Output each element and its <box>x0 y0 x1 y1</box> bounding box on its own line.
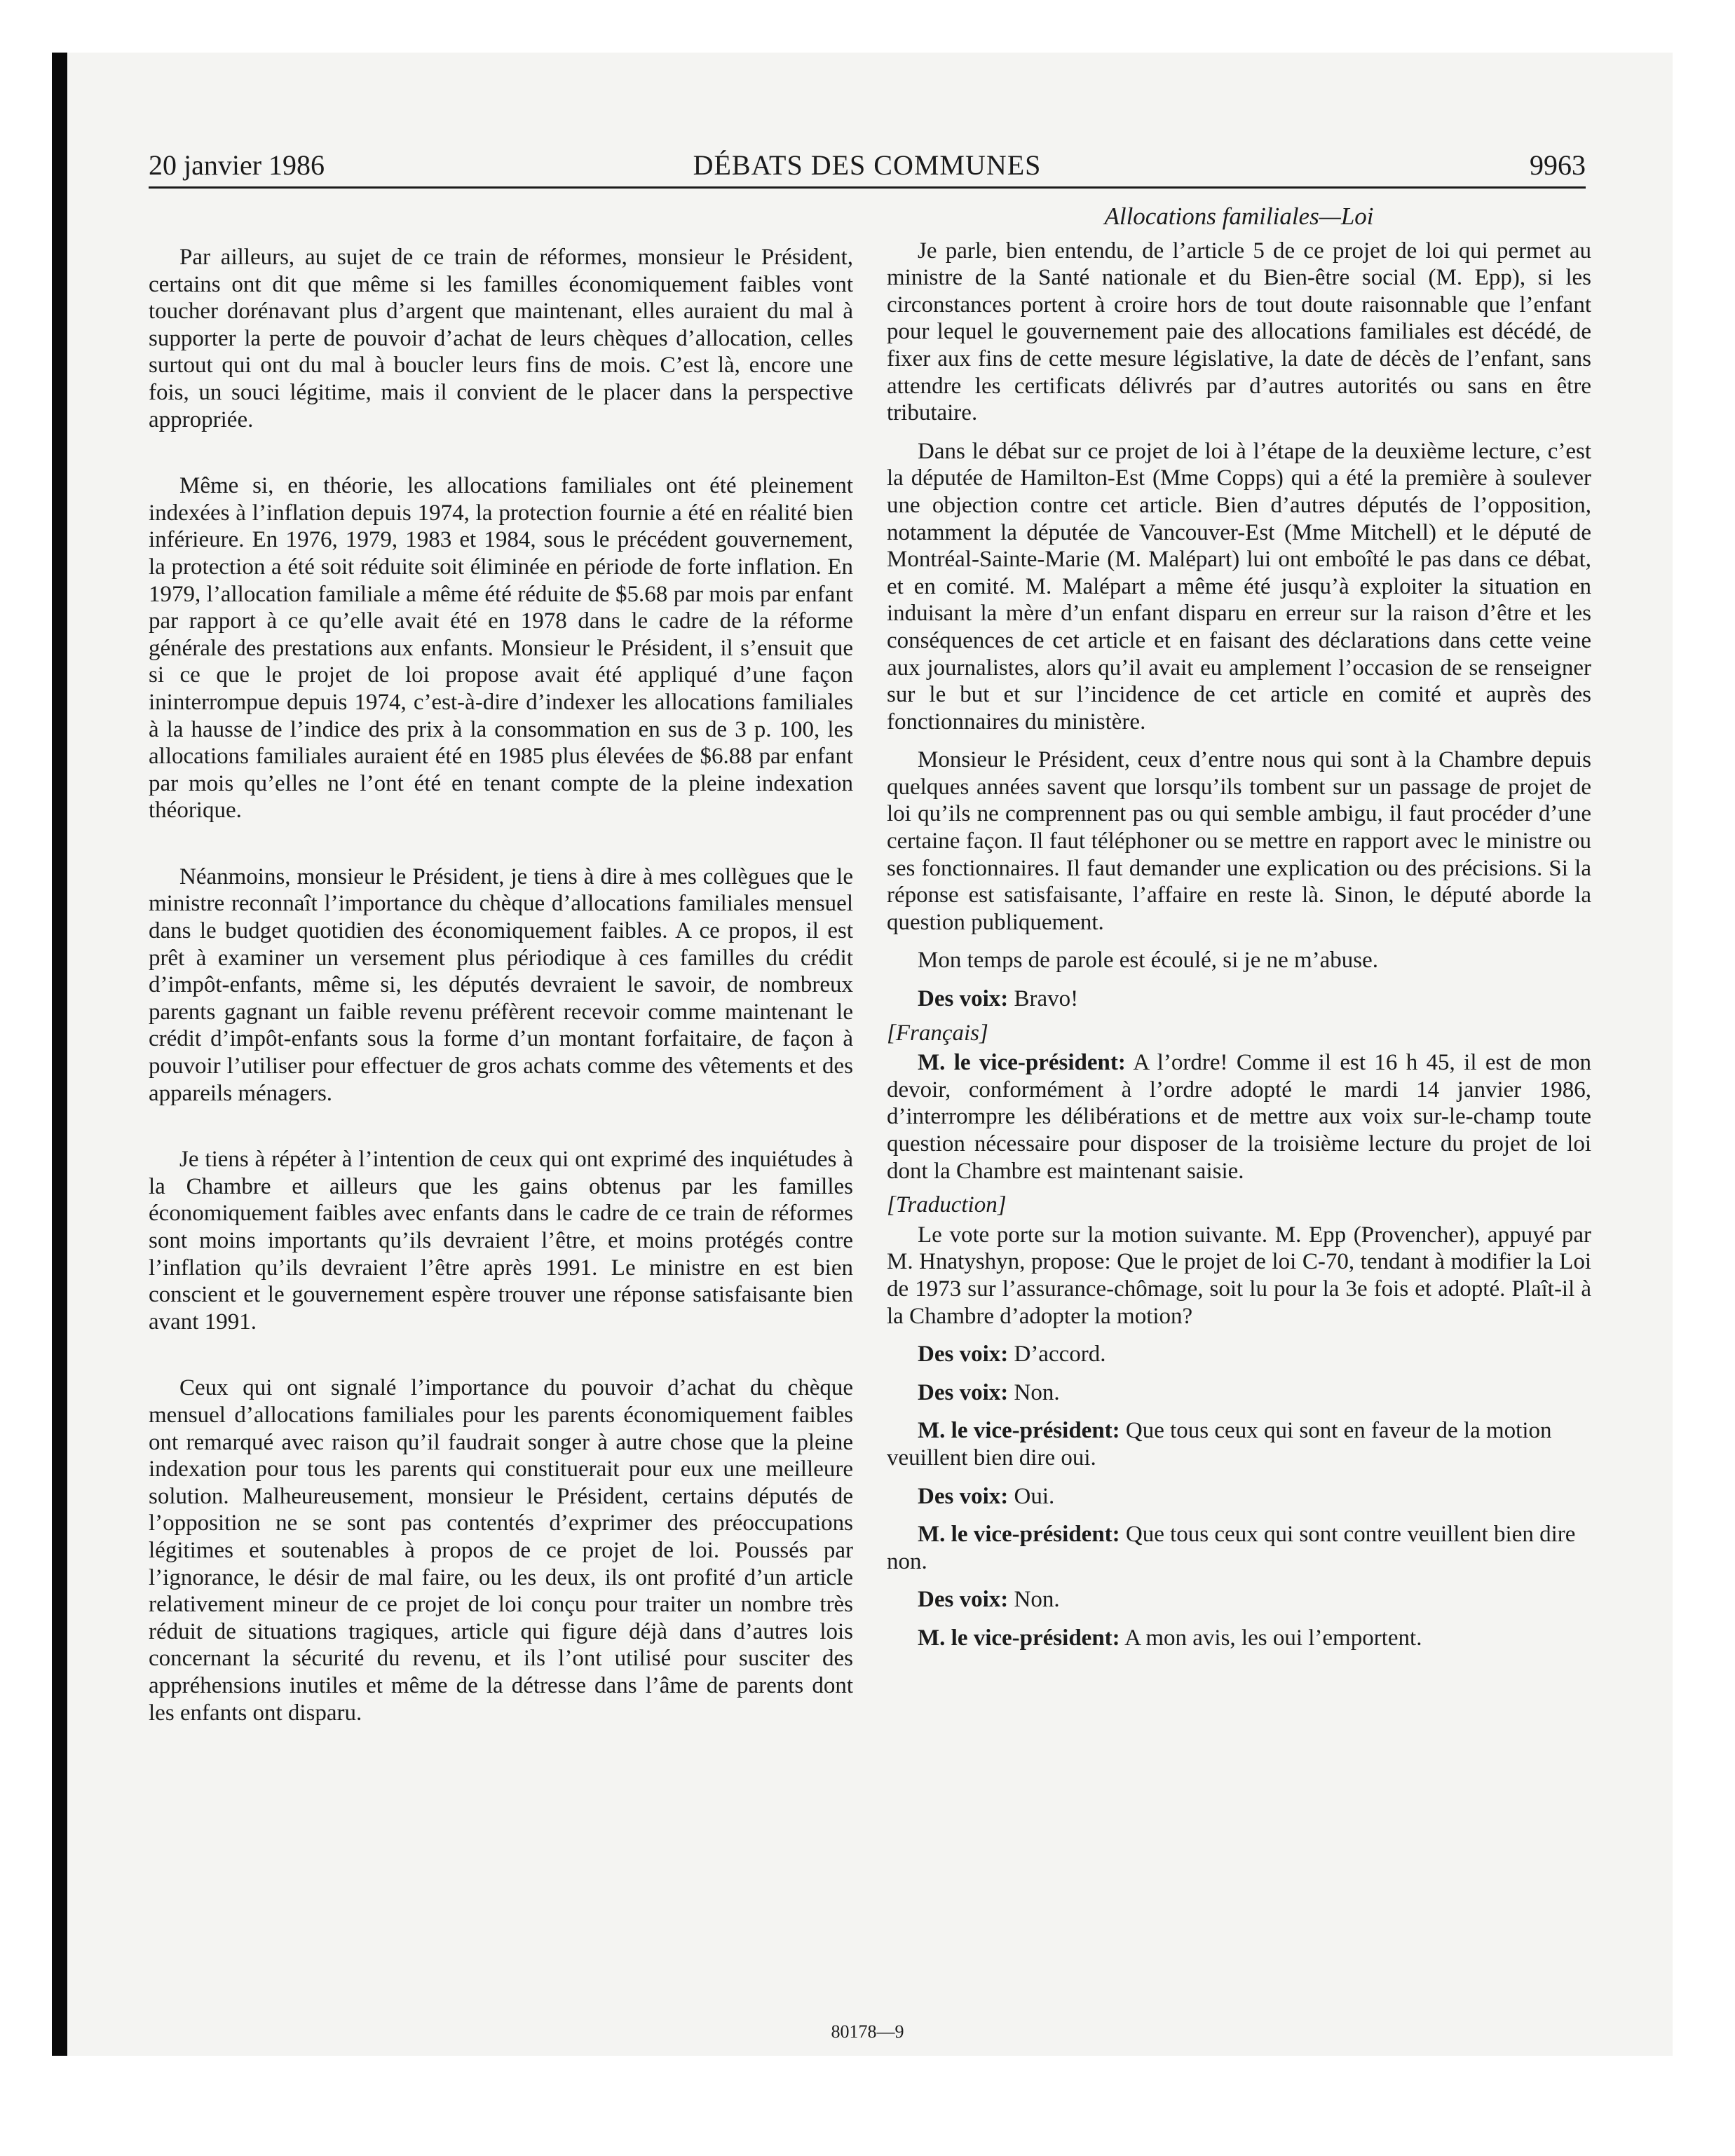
scan-edge <box>52 53 67 2056</box>
speaker-line-voices-1 <box>887 985 1591 1013</box>
speech-text: A mon avis, les oui l’emportent. <box>1124 1625 1422 1651</box>
language-marker-translation: [Traduction] <box>887 1192 1007 1218</box>
speaker-line-voices-4 <box>887 1483 1591 1510</box>
speaker-line-vp-1 <box>887 1049 1591 1185</box>
speech-text: Non. <box>1014 1587 1060 1613</box>
speaker-label: M. le vice-président: <box>918 1050 1126 1076</box>
header-page-number: 9963 <box>1530 149 1586 181</box>
left-paragraph-1: Par ailleurs, au sujet de ce train de réformes, monsieur le Président, certains ont dit que même si les familles économiquement faibles vont toucher dorénavant plus d’argent que maintenant, elles auraient du mal à supporter la perte de pouvoir d’achat de leurs chèques d’allocation, celles surtout qui ont du mal à boucler leurs fins de mois. C’est là, encore une fois, un souci légitime, mais il convient de le placer dans la perspective appropriée. <box>149 245 853 432</box>
right-paragraph-2: Dans le débat sur ce projet de loi à l’étape de la deuxième lecture, c’est la députée de Hamilton-Est (Mme Copps) qui a été la première à soulever une objection contre cet article. Bien d’autres députés de l’opposition, notamment la députée de Vancouver-Est (Mme Mitchell) et le député de Montréal-Sainte-Marie (M. Malépart) lui ont emboîté le pas dans ce débat, et en comité. M. Malépart a même été jusqu’à exploiter la situation en induisant la mère d’un enfant disparu en erreur sur la raison d’être et les conséquences de cet article et en faisant des déclarations dans cette veine aux journalistes, alors qu’il avait eu amplement l’occasion de se renseigner sur le but et sur l’incidence de cet article en comité et auprès des fonctionnaires du ministère. <box>887 438 1591 735</box>
speaker-label: M. le vice-président: <box>918 1418 1120 1444</box>
right-paragraph-4: Mon temps de parole est écoulé, si je ne m’abuse. <box>918 948 1379 974</box>
header-title: DÉBATS DES COMMUNES <box>693 149 1042 181</box>
speech-text: D’accord. <box>1014 1342 1106 1367</box>
page-header <box>149 147 1586 189</box>
left-paragraph-3: Néanmoins, monsieur le Président, je tiens à dire à mes collègues que le ministre reconnaît l’importance du chèque d’allocations familiales mensuel dans le budget quotidien des économiquement faibles. A ce propos, il est prêt à examiner un versement plus périodique à ces familles du crédit d’impôt-enfants, même si, les députés devraient le savoir, de nombreux parents gagnant un faible revenu préfèrent recevoir comme maintenant le crédit d’impôt-enfants sous la forme d’un montant forfaitaire, de façon à pouvoir l’utiliser pour effectuer de gros achats comme des vêtements et des appareils ménagers. <box>149 864 853 1106</box>
left-paragraph-4: Je tiens à répéter à l’intention de ceux qui ont exprimé des inquiétudes à la Chambre et ailleurs que les gains obtenus par les familles économiquement faibles avec enfants dans le cadre de ce train de réformes sont moins importants qu’ils devraient l’être, et moins protégés contre l’inflation qu’ils devraient l’être après 1991. Le ministre en est bien conscient et le gouvernement espère trouver une réponse satisfaisante bien avant 1991. <box>149 1147 853 1335</box>
speech-text: Non. <box>1014 1379 1060 1405</box>
speaker-line-vp-2 <box>887 1417 1591 1471</box>
running-head: Allocations familiales—Loi <box>1104 203 1374 230</box>
language-marker-french: [Français] <box>887 1020 988 1046</box>
speaker-line-vp-4 <box>887 1625 1591 1652</box>
right-paragraph-5: Le vote porte sur la motion suivante. M. Epp (Provencher), appuyé par M. Hnatyshyn, propose: Que le projet de loi C-70, tendant à modifier la Loi de 1973 sur l’assurance-chômage, soit lu pour la 3e fois et adopté. Plaît-il à la Chambre d’adopter la motion? <box>887 1222 1591 1329</box>
page-footer-code: 80178—9 <box>831 2021 904 2042</box>
speech-text: Que tous ceux qui sont en faveur de la motion veuillent bien dire oui. <box>887 1418 1552 1471</box>
header-date: 20 janvier 1986 <box>149 149 325 181</box>
left-paragraph-5: Ceux qui ont signalé l’importance du pouvoir d’achat du chèque mensuel d’allocations familiales pour les parents économiquement faibles ont remarqué avec raison qu’il faudrait songer à autre chose que la pleine indexation pour tous les parents qui constituerait pour eux une meilleure solution. Malheureusement, monsieur le Président, certains députés de l’opposition ne se sont pas contentés d’exprimer des préoccupations légitimes et soutenables à propos de ce projet de loi. Poussés par l’ignorance, le désir de mal faire, ou les deux, ils ont profité d’un article relativement mineur de ce projet de loi conçu pour traiter un nombre très réduit de situations tragiques, article qui figure déjà dans d’autres lois concernant la sécurité du revenu, et ils l’ont utilisé pour susciter des appréhensions inutiles et même de la détresse dans l’âme de parents dont les enfants ont disparu. <box>149 1375 853 1726</box>
speech-text: Bravo! <box>1014 986 1079 1012</box>
speech-text: Que tous ceux qui sont contre veuillent bien dire non. <box>887 1522 1576 1574</box>
speaker-line-voices-5 <box>887 1586 1591 1613</box>
speaker-label: Des voix: <box>918 1342 1009 1367</box>
speaker-label: Des voix: <box>918 986 1009 1012</box>
speaker-label: Des voix: <box>918 1587 1009 1613</box>
speaker-label: Des voix: <box>918 1483 1009 1509</box>
speaker-label: Des voix: <box>918 1379 1009 1405</box>
speaker-label: M. le vice-président: <box>918 1522 1120 1548</box>
right-column <box>887 203 1591 1652</box>
speaker-line-vp-3 <box>887 1521 1591 1575</box>
speaker-label: M. le vice-président: <box>918 1625 1120 1651</box>
right-paragraph-3: Monsieur le Président, ceux d’entre nous qui sont à la Chambre depuis quelques années savent que lorsqu’ils tombent sur un passage de projet de loi qu’ils ne comprennent pas ou qui semble ambigu, il faut procéder d’une certaine façon. Il faut téléphoner ou se mettre en rapport avec le ministre ou ses fonctionnaires. Il faut demander une explication ou des précisions. Si la réponse est satisfaisante, l’affaire en reste là. Sinon, le député aborde la question publiquement. <box>887 747 1591 935</box>
left-column <box>149 203 853 1726</box>
speaker-line-voices-2 <box>887 1341 1591 1368</box>
right-paragraph-1: Je parle, bien entendu, de l’article 5 de ce projet de loi qui permet au ministre de la Santé nationale et du Bien-être social (M. Epp), si les circonstances portent à croire hors de tout doute raisonnable que l’enfant pour lequel le gouvernement paie des allocations familiales est décédé, de fixer aux fins de cette mesure législative, la date de décès de l’enfant, sans attendre les certificats délivrés par d’autres autorités ou sans en être tributaire. <box>887 238 1591 426</box>
speaker-line-voices-3 <box>887 1379 1591 1407</box>
speech-text: Oui. <box>1014 1483 1055 1509</box>
speech-text: A l’ordre! Comme il est 16 h 45, il est de mon devoir, conformément à l’ordre adopté le mardi 14 janvier 1986, d’interrompre les délibérations et de mettre aux voix sur-le-champ toute question nécessaire pour disposer de la troisième lecture du projet de loi dont la Chambre est maintenant saisie. <box>887 1050 1591 1184</box>
left-paragraph-2: Même si, en théorie, les allocations familiales ont été pleinement indexées à l’inflation depuis 1974, la protection fournie a été en réalité bien inférieure. En 1976, 1979, 1983 et 1984, sous le précédent gouvernement, la protection a été soit réduite soit éliminée en période de forte inflation. En 1979, l’allocation familiale a même été réduite de $5.68 par mois par enfant par rapport à ce qu’elle avait été en 1978 dans le cadre de la réforme générale des prestations aux enfants. Monsieur le Président, il s’ensuit que si ce que le projet de loi propose avait été appliqué d’une façon ininterrompue depuis 1974, c’est-à-dire d’indexer les allocations familiales à la hausse de l’indice des prix à la consommation en sus de 3 p. 100, les allocations familiales auraient été en 1985 plus élevées de $6.88 par enfant par mois qu’elles ne l’ont été en tenant compte de la pleine indexation théorique. <box>149 473 853 824</box>
